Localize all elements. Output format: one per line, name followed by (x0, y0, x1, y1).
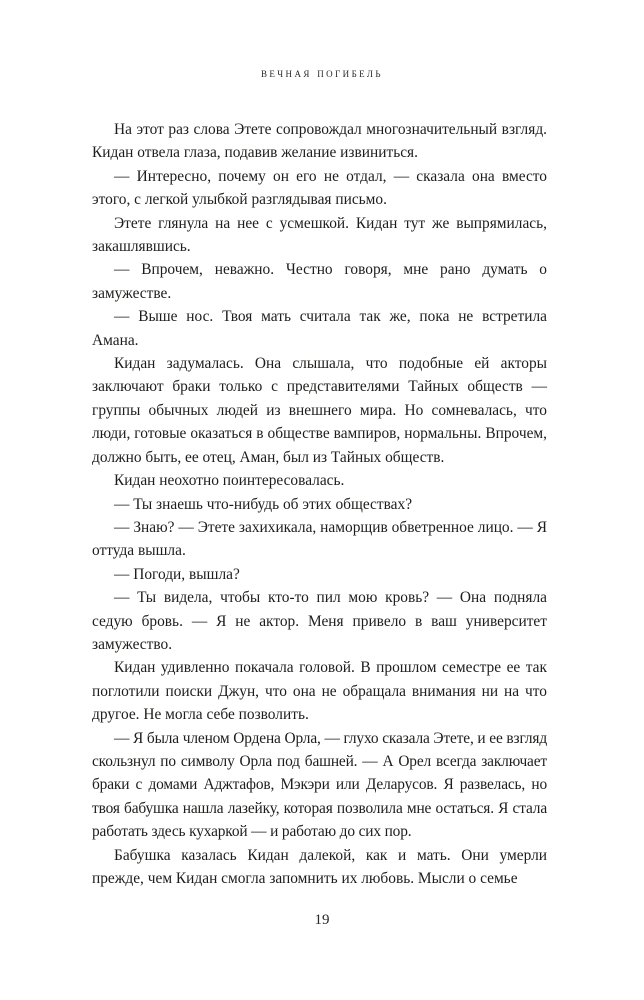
paragraph: — Ты видела, чтобы кто-то пил мою кровь? — Она подняла седую бровь. — Я не актор. Меня привело в ваш университет замужество. (92, 589, 547, 653)
paragraph: — Интересно, почему он его не отдал, — сказала она вместо этого, с легкой улыбкой разглядывая письмо. (92, 167, 547, 209)
paragraph: Кидан неохотно поинтересовалась. (114, 472, 345, 490)
paragraph: — Погоди, вышла? (114, 565, 240, 583)
paragraph: Кидан задумалась. Она слышала, что подобные ей акторы заключают браки только с представителями Тайных обществ — группы обычных людей из внешнего мира. Но сомневалась, что люди, готовые оказаться в обществе вампиров, нормальны. Впрочем, должно быть, ее отец, Аман, был из Тайных обществ. (92, 355, 547, 466)
paragraph: — Впрочем, неважно. Честно говоря, мне рано думать о замужестве. (92, 261, 547, 302)
paragraph: Кидан удивленно покачала головой. В прошлом семестре ее так поглотили поиски Джун, что она не обращала внимания ни на что другое. Не могла себе позволить. (92, 659, 547, 724)
paragraph: — Выше нос. Твоя мать считала так же, пока не встретила Амана. (92, 308, 547, 349)
paragraph: На этот раз слова Этете сопровождал многозначительный взгляд. Кидан отвела глаза, подавив желание извиниться. (92, 121, 547, 162)
paragraph: — Я была членом Ордена Орла, — глухо сказала Этете, и ее взгляд скользнул по символу Орла под башней. — А Орел всегда заключает браки с домами Аджтафов, Мэкэри или Деларусов. Я развелась, но твоя бабушка нашла лазейку, которая позволила мне остаться. Я стала работать здесь кухаркой — и работаю до сих пор. (92, 729, 547, 841)
page-number: 19 (314, 912, 330, 928)
running-header: вечная погибель (261, 66, 383, 80)
paragraph: Этете глянула на нее с усмешкой. Кидан тут же выпрямилась, закашлявшись. (92, 214, 547, 256)
paragraph: Бабушка казалась Кидан далекой, как и мать. Они умерли прежде, чем Кидан смогла запомнить их любовь. Мысли о семье (92, 846, 547, 887)
paragraph: — Знаю? — Этете захихикала, наморщив обветренное лицо. — Я оттуда вышла. (92, 518, 547, 560)
body-text (92, 118, 547, 890)
paragraph: — Ты знаешь что-нибудь об этих обществах? (114, 495, 413, 513)
